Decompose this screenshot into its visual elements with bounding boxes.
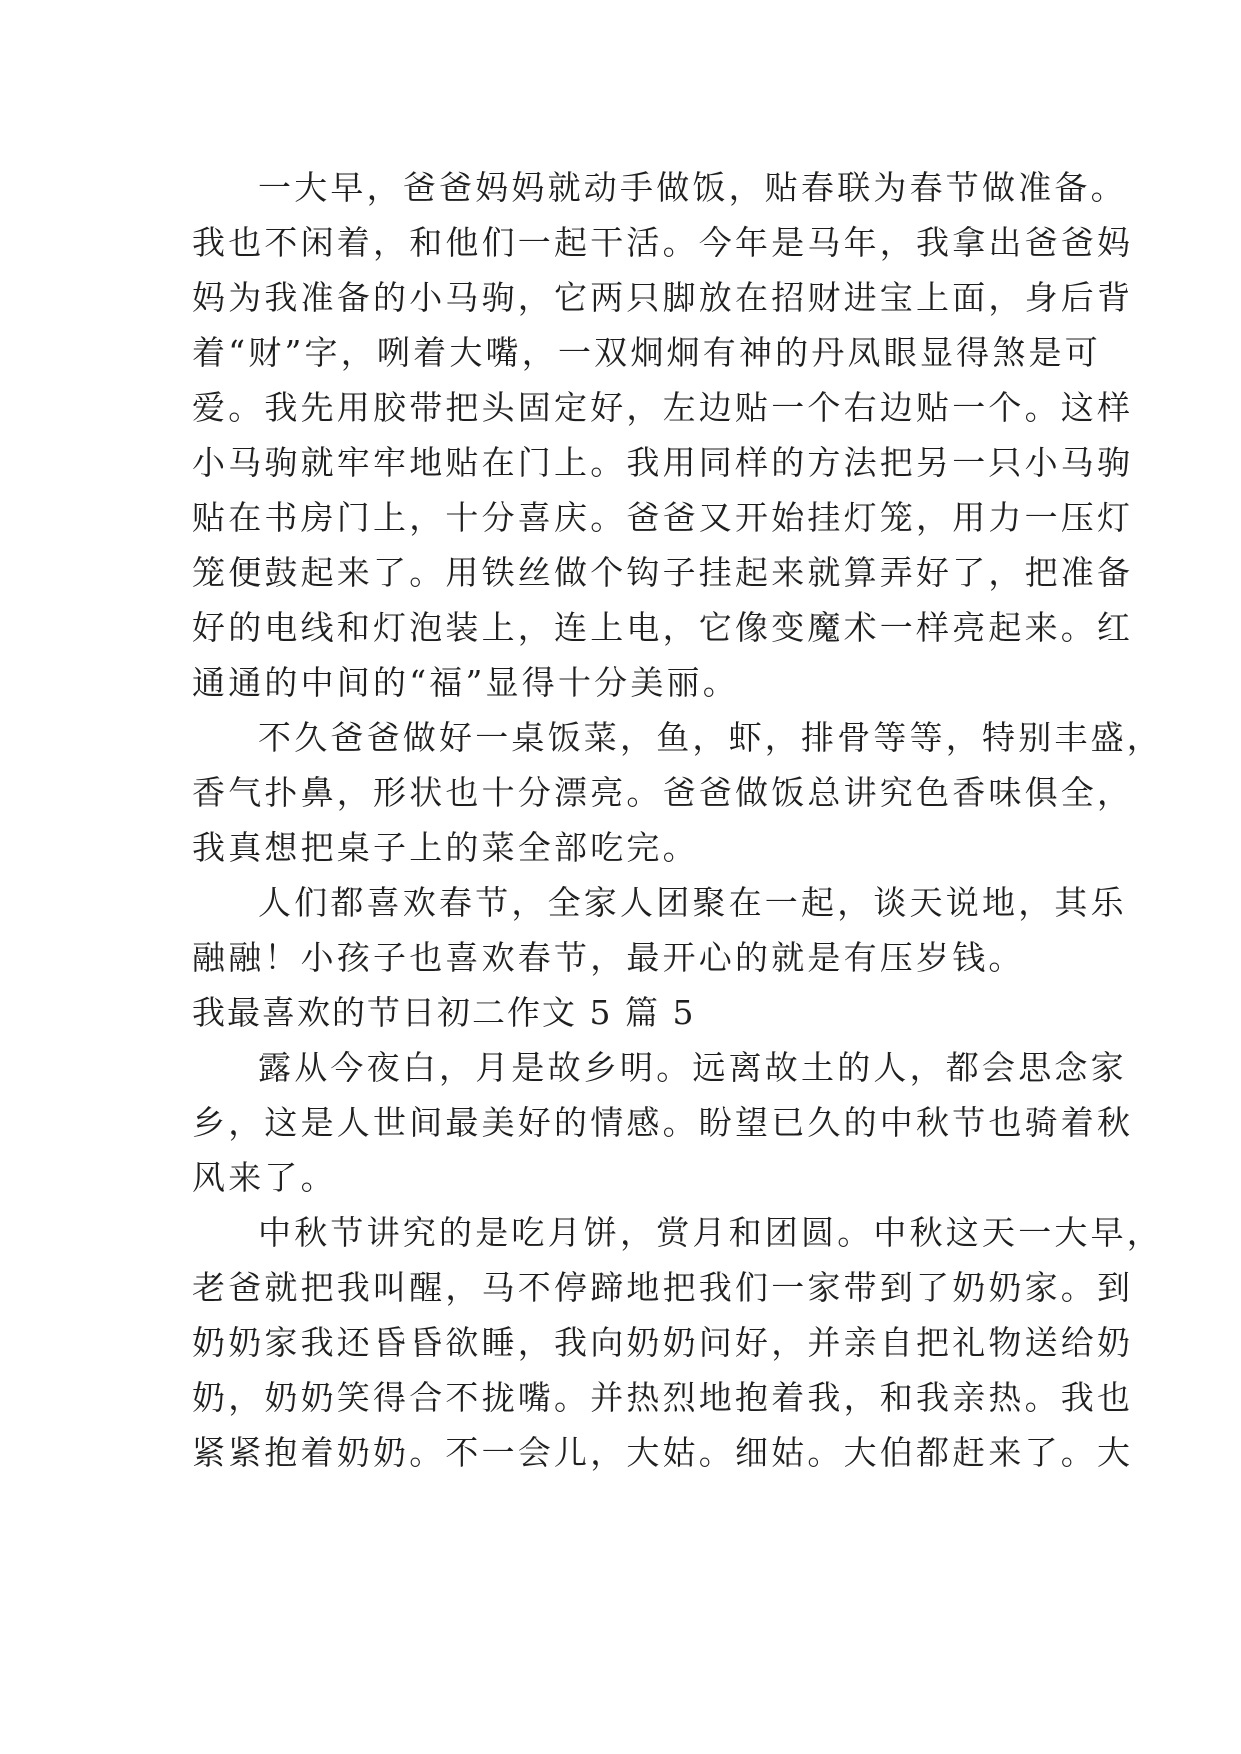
- document-body: [192, 160, 1163, 1480]
- paragraph-line: 乡，这是人世间最美好的情感。盼望已久的中秋节也骑着秋: [192, 1103, 1134, 1142]
- paragraph-line: 中秋节讲究的是吃月饼，赏月和团圆。中秋这天一大早，: [258, 1213, 1163, 1252]
- paragraph-line: 人们都喜欢春节，全家人团聚在一起，谈天说地，其乐: [258, 883, 1127, 922]
- paragraph-line: 贴在书房门上，十分喜庆。爸爸又开始挂灯笼，用力一压灯: [192, 498, 1134, 537]
- paragraph-line: 紧紧抱着奶奶。不一会儿，大姑。细姑。大伯都赶来了。大: [192, 1433, 1134, 1472]
- paragraph-line: 一大早，爸爸妈妈就动手做饭，贴春联为春节做准备。: [258, 168, 1127, 207]
- paragraph-line: 风来了。: [192, 1158, 337, 1197]
- paragraph-line: 着“财”字，咧着大嘴，一双炯炯有神的丹凤眼显得煞是可: [192, 333, 1101, 372]
- paragraph-line: 好的电线和灯泡装上，连上电，它像变魔术一样亮起来。红: [192, 608, 1134, 647]
- paragraph-line: 我真想把桌子上的菜全部吃完。: [192, 828, 699, 867]
- paragraph-line: 不久爸爸做好一桌饭菜，鱼，虾，排骨等等，特别丰盛，: [258, 718, 1163, 757]
- paragraph-line: 小马驹就牢牢地贴在门上。我用同样的方法把另一只小马驹: [192, 443, 1134, 482]
- paragraph-line: 通通的中间的“福”显得十分美丽。: [192, 663, 739, 702]
- paragraph-line: 露从今夜白，月是故乡明。远离故土的人，都会思念家: [258, 1048, 1127, 1087]
- paragraph-line: 爱。我先用胶带把头固定好，左边贴一个右边贴一个。这样: [192, 388, 1134, 427]
- paragraph-line: 香气扑鼻，形状也十分漂亮。爸爸做饭总讲究色香味俱全，: [192, 773, 1134, 812]
- section-heading: 我最喜欢的节日初二作文 5 篇 5: [192, 993, 696, 1032]
- paragraph-line: 奶奶家我还昏昏欲睡，我向奶奶问好，并亲自把礼物送给奶: [192, 1323, 1134, 1362]
- paragraph-line: 妈为我准备的小马驹，它两只脚放在招财进宝上面，身后背: [192, 278, 1134, 317]
- paragraph-line: 笼便鼓起来了。用铁丝做个钩子挂起来就算弄好了，把准备: [192, 553, 1134, 592]
- paragraph-line: 我也不闲着，和他们一起干活。今年是马年，我拿出爸爸妈: [192, 223, 1134, 262]
- paragraph-line: 奶，奶奶笑得合不拢嘴。并热烈地抱着我，和我亲热。我也: [192, 1378, 1134, 1417]
- paragraph-line: 融融！小孩子也喜欢春节，最开心的就是有压岁钱。: [192, 938, 1025, 977]
- paragraph-line: 老爸就把我叫醒，马不停蹄地把我们一家带到了奶奶家。到: [192, 1268, 1134, 1307]
